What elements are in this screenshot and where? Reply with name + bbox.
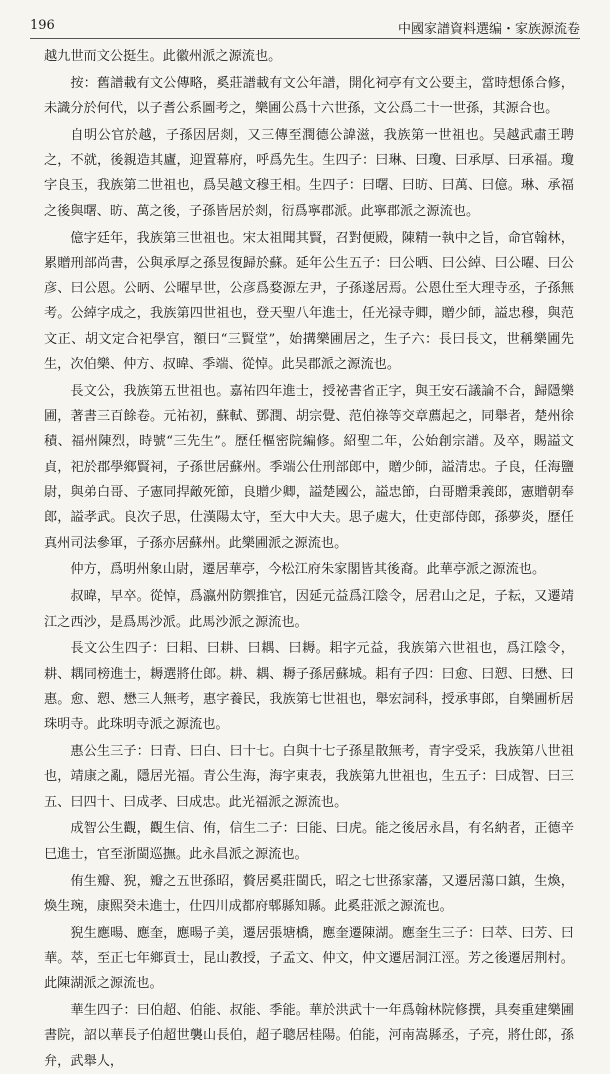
paragraph: 仲方，爲明州象山尉，遷居華亭，今松江府朱家閣皆其後裔。此華亭派之源流也。 bbox=[70, 562, 546, 578]
page-number: 196 bbox=[30, 18, 55, 33]
paragraph: 成智公生觀，觀生信、侑，信生二子：曰能、曰虎。能之後居永昌，有名納者，正德辛巳進士，官至浙閩巡撫。此永昌派之源流也。 bbox=[44, 821, 574, 862]
paragraph: 自明公官於越，子孫因居剡，又三傳至潤德公諱滋，我族第一世祖也。吴越武肅王聘之，不就，後親造其廬，迎置幕府，呼爲先生。生四子：曰琳、曰瓊、曰承厚、曰承福。瓊字良玉，我族第二世祖也，爲吴越文穆王相。生四子：曰曙、曰昉、曰萬、曰億。琳、承福之後與曙、昉、萬之後，子孫皆居於剡，衍爲寧郡派。此寧郡派之源流也。 bbox=[44, 127, 574, 219]
paragraph: 猊生應暘、應奎，應暘子美，遷居張塘橋，應奎遷陳湖。應奎生三子：曰萃、曰芳、曰華。萃，至正七年鄉貢士，昆山教授，子孟文、仲文，仲文遷居洞江涇。芳之後遷居荆村。此陳湖派之源流也。 bbox=[44, 925, 574, 992]
paragraph: 越九世而文公挺生。此徽州派之源流也。 bbox=[44, 49, 282, 64]
paragraph: 億字廷年，我族第三世祖也。宋太祖聞其賢，召對便殿，陳精一執中之旨，命官翰林，累贈刑部尚書，公與承厚之孫昱復歸於蘇。延年公生五子：曰公晒、曰公綽、曰公曜、曰公彦、曰公恩。公昞、公曜早世，公彦爲婺源左尹，子孫遂居焉。公恩仕至大理寺丞，子孫無考。公綽字成之，我族第四世祖也，登天聖八年進士，任光禄寺卿，贈少師，謚忠穆，與范文正、胡文定合祀學宫，額曰“三賢堂”，始搆樂圃居之，生子六：長曰長文，世稱樂圃先生，次伯樂、仲方、叔暐、季端、從悼。此吴郡派之源流也。 bbox=[44, 230, 574, 373]
paragraph: 華生四子：曰伯超、伯能、叔能、季能。華於洪武十一年爲翰林院修撰，具奏重建樂圃書院，詔以華長子伯超世襲山長伯，超子聰居桂陽。伯能，河南嵩縣丞，子亮，將仕郎，孫弁，武舉人， bbox=[44, 1002, 574, 1069]
paragraph: 長文公，我族第五世祖也。嘉祐四年進士，授祕書省正字，與王安石議論不合，歸隱樂圃，著書三百餘卷。元祐初，蘇軾、鄧潤、胡宗覺、范伯祿等交章薦起之，同舉者，楚州徐積、福州陳烈，時號“三先生”。歷任樞密院編修。紹聖二年，公始創宗譜。及卒，賜謚文貞，祀於郡學鄉賢祠，子孫世居蘇州。季端公仕刑部郎中，贈少師，謚清忠。子良，任海鹽尉，與弟白哥、子憲同捍敵死節，良贈少卿，謚楚國公，謚忠節，白哥贈秉義郎，憲贈朝奉郎，謚孝武。良次子思，仕漢陽太守，至大中大夫。思子處大，仕吏部侍郎，孫夢炎，歷任真州司法參軍，子孫亦居蘇州。此樂圃派之源流也。 bbox=[44, 383, 574, 551]
paragraph: 長文公生四子：曰耜、曰耕、曰耦、曰耨。耜字元益，我族第六世祖也，爲江陰令，耕、耦同榜進士，耨選將仕郎。耕、耦、耨子孫居蘇城。耜有子四：曰愈、曰愬、曰懋、曰惠。愈、愬、懋三人無考，惠字養民，我族第七世祖也，舉宏詞科，授承事郎，自樂圃析居珠明寺。此珠明寺派之源流也。 bbox=[44, 641, 574, 733]
paragraph: 惠公生三子：曰青、曰白、曰十七。白與十七子孫星散無考，青字受采，我族第八世祖也，靖康之亂，隱居光福。青公生海，海字東表，我族第九世祖也，生五子：曰成智、曰三五、曰四十、曰成孝、曰成忠。此光福派之源流也。 bbox=[44, 744, 574, 810]
paragraph: 侑生瓣、猊，瓣之五世孫昭，贅居奚莊閩氏，昭之七世孫家藩，又遷居蕩口鎮，生煥，煥生琬，康熙癸未進士，仕四川成都府郫縣知縣。此奚莊派之源流也。 bbox=[44, 873, 574, 914]
paragraph: 按：舊譜載有文公傳略，奚莊譜載有文公年譜，開化祠亭有文公要主，當時想係合修，未識分於何代，以子耆公系圖考之，樂圃公爲十六世孫，文公爲二十一世孫，其源合也。 bbox=[44, 75, 574, 117]
running-title: 中國家譜資料選编・家族源流卷 bbox=[397, 22, 580, 37]
paragraph: 叔暐，早卒。從悼，爲瀛州防禦推官，因延元益爲江陰令，居君山之足，子耘，又遷靖江之西沙，是爲馬沙派。此馬沙派之源流也。 bbox=[44, 589, 574, 630]
page-header bbox=[30, 14, 580, 39]
body-text bbox=[44, 44, 574, 1069]
